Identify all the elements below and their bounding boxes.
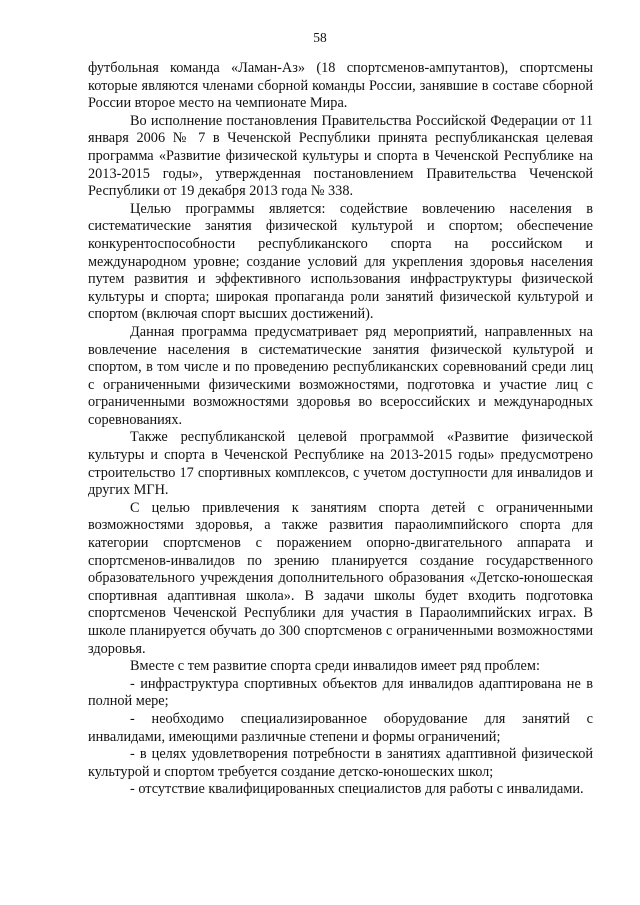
list-item-equipment: - необходимо специализированное оборудование для занятий с инвалидами, имеющими различные степени и формы ограничений; xyxy=(88,710,593,745)
paragraph-program-measures: Данная программа предусматривает ряд мероприятий, направленных на вовлечение населения в систематические занятия физической культурой и спортом, в том числе и по проведению республиканских соревнований среди лиц с ограниченными физическими возможностями, подготовка и участие лиц с ограниченными возможностями здоровья во всероссийских и международных соревнованиях. xyxy=(88,323,593,428)
paragraph-adaptive-school: С целью привлечения к занятиям спорта детей с ограниченными возможностями здоровья, а также развития параолимпийского спорта для категории спортсменов с поражением опорно-двигательного аппарата и спортсменов-инвалидов по зрению планируется создание государственного образовательного учреждения дополнительного образования «Детско-юношеская спортивная адаптивная школа». В задачи школы будет входить подготовка спортсменов Чеченской Республики для участия в Параолимпийских играх. В школе планируется обучать до 300 спортсменов с ограниченными возможностями здоровья. xyxy=(88,499,593,657)
page-number: 58 xyxy=(313,30,327,45)
paragraph-problems-intro: Вместе с тем развитие спорта среди инвалидов имеет ряд проблем: xyxy=(130,658,540,675)
paragraph-government-decree: Во исполнение постановления Правительства Российской Федерации от 11 января 2006 № 7 в Чеченской Республики принята республиканская целевая программа «Развитие физической культуры и спорта в Чеченской Республике на 2013-2015 годы», утвержденная постановлением Правительства Чеченской Республики от 19 декабря 2013 года № 338. xyxy=(88,112,593,200)
list-item-youth-schools: - в целях удовлетворения потребности в занятиях адаптивной физической культурой и спортом требуется создание детско-юношеских школ; xyxy=(88,746,593,780)
paragraph-program-goal: Целью программы является: содействие вовлечению населения в систематические занятия физической культурой и спортом; обеспечение конкурентоспособности республиканского спорта на российском и международном уровне; создание условий для укрепления здоровья населения путем развития и эффективного использования инфраструктуры физической культуры и спорта; широкая пропаганда роли занятий физической культурой и спортом (включая спорт высших достижений). xyxy=(88,200,593,323)
document-body xyxy=(88,60,593,799)
paragraph-continuation: футбольная команда «Ламан-Аз» (18 спортсменов-ампутантов), спортсмены которые являются членами сборной команды России, занявшие в составе сборной России второе место на чемпионате Мира. xyxy=(88,60,593,112)
list-item-specialists: - отсутствие квалифицированных специалистов для работы с инвалидами. xyxy=(130,781,584,798)
paragraph-sports-complexes: Также республиканской целевой программой «Развитие физической культуры и спорта в Чеченской Республике на 2013-2015 годы» предусмотрено строительство 17 спортивных комплексов, с учетом доступности для инвалидов и других МГН. xyxy=(88,429,593,499)
list-item-infrastructure: - инфраструктура спортивных объектов для инвалидов адаптирована не в полной мере; xyxy=(88,675,593,710)
